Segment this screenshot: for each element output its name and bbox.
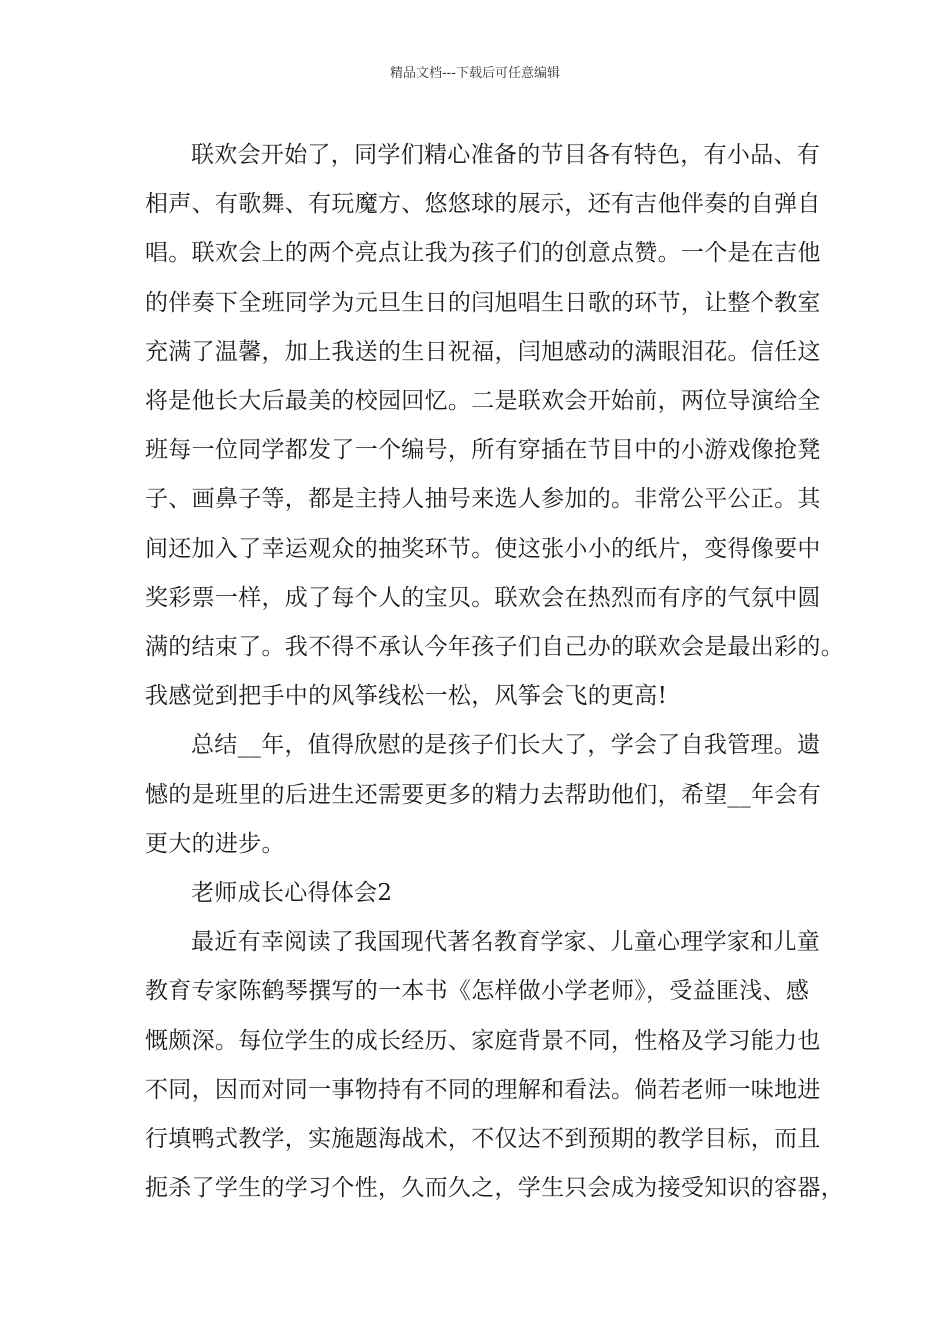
text-line: 不同，因而对同一事物持有不同的理解和看法。倘若老师一味地进	[145, 1076, 821, 1103]
paragraph-summary	[145, 721, 825, 869]
text-line: 最近有幸阅读了我国现代著名教育学家、儿童心理学家和儿童	[191, 929, 821, 956]
text-line: 奖彩票一样，成了每个人的宝贝。联欢会在热烈而有序的气氛中圆	[145, 584, 821, 611]
paragraph-reading	[145, 918, 844, 1213]
text-line: 联欢会开始了，同学们精心准备的节目各有特色，有小品、有	[191, 142, 821, 168]
text-line: 间还加入了幸运观众的抽奖环节。使这张小小的纸片，变得像要中	[145, 535, 821, 562]
text-line: 行填鸭式教学，实施题海战术，不仅达不到预期的教学目标，而且	[145, 1126, 821, 1153]
text-line: 充满了温馨，加上我送的生日祝福，闫旭感动的满眼泪花。信任这	[145, 338, 821, 365]
text-line: 总结__年，值得欣慰的是孩子们长大了，学会了自我管理。遗	[191, 732, 821, 759]
text-line: 憾的是班里的后进生还需要更多的精力去帮助他们，希望__年会有	[145, 781, 821, 808]
document-body	[145, 131, 844, 1213]
paragraph-celebration	[145, 131, 844, 721]
text-line: 我感觉到把手中的风筝线松一松，风筝会飞的更高!	[145, 683, 668, 710]
heading-line: 老师成长心得体会2	[191, 880, 393, 907]
text-line: 子、画鼻子等，都是主持人抽号来选人参加的。非常公平公正。其	[145, 486, 821, 513]
text-line: 慨颇深。每位学生的成长经历、家庭背景不同，性格及学习能力也	[145, 1027, 821, 1054]
text-line: 教育专家陈鹤琴撰写的一本书《怎样做小学老师》，受益匪浅、感	[145, 978, 810, 1005]
text-line: 将是他长大后最美的校园回忆。二是联欢会开始前，两位导演给全	[145, 388, 821, 415]
text-line: 相声、有歌舞、有玩魔方、悠悠球的展示，还有吉他伴奏的自弹自	[145, 191, 821, 218]
text-line: 唱。联欢会上的两个亮点让我为孩子们的创意点赞。一个是在吉他	[145, 240, 821, 267]
text-line: 满的结束了。我不得不承认今年孩子们自己办的联欢会是最出彩的。	[145, 634, 844, 661]
text-line: 扼杀了学生的学习个性，久而久之，学生只会成为接受知识的容器，	[145, 1175, 844, 1202]
text-line: 更大的进步。	[145, 830, 285, 857]
page-header: 精品文档---下载后可任意编辑	[389, 66, 561, 81]
text-line: 的伴奏下全班同学为元旦生日的闫旭唱生日歌的环节，让整个教室	[145, 289, 821, 316]
text-line: 班每一位同学都发了一个编号，所有穿插在节目中的小游戏像抢凳	[145, 437, 821, 464]
section-heading	[145, 869, 825, 918]
